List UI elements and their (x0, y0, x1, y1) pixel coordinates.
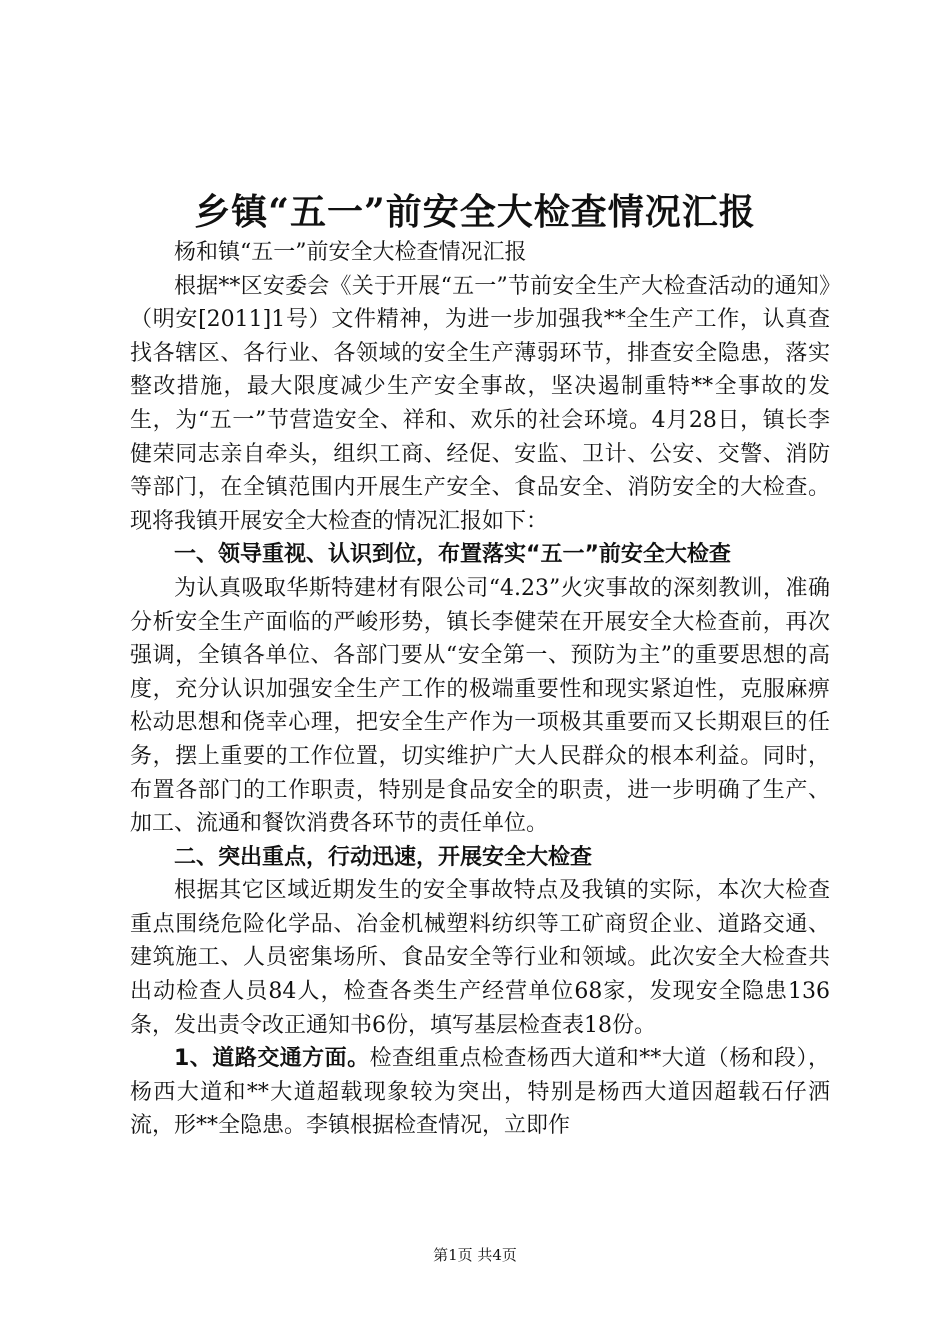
document-body (130, 236, 830, 1143)
paragraph-section-2: 根据其它区域近期发生的安全事故特点及我镇的实际，本次大检查重点围绕危险化学品、冶金机械塑料纺织等工矿商贸企业、道路交通、建筑施工、人员密集场所、食品安全等行业和领域。此次安全大检查共出动检查人员84人，检查各类生产经营单位68家，发现安全隐患136条，发出责令改正通知书6份，填写基层检查表18份。 (130, 878, 830, 1038)
subheading-road-traffic: 1、道路交通方面。 (174, 1046, 370, 1072)
paragraph-subtitle: 杨和镇“五一”前安全大检查情况汇报 (174, 240, 527, 265)
section-heading-1: 一、领导重视、认识到位，布置落实“五一”前安全大检查 (174, 542, 731, 568)
section-heading-2: 二、突出重点，行动迅速，开展安全大检查 (174, 844, 593, 870)
page-footer: 第1页 共4页 (433, 1246, 517, 1264)
paragraph-intro: 根据**区安委会《关于开展“五一”节前安全生产大检查活动的通知》（明安[2011]1号）文件精神，为进一步加强我**全生产工作，认真查找各辖区、各行业、各领域的安全生产薄弱环节，排查安全隐患，落实整改措施，最大限度减少生产安全事故，坚决遏制重特**全事故的发生，为“五一”节营造安全、祥和、欢乐的社会环境。4月28日，镇长李健荣同志亲自牵头，组织工商、经促、安监、卫计、公安、交警、消防等部门，在全镇范围内开展生产安全、食品安全、消防安全的大检查。现将我镇开展安全大检查的情况汇报如下： (130, 273, 830, 534)
paragraph-road-traffic-text: 检查组重点检查杨西大道和**大道（杨和段），杨西大道和**大道超载现象较为突出，特别是杨西大道因超载石仔洒流，形**全隐患。李镇根据检查情况，立即作 (130, 1046, 830, 1139)
document-title: 乡镇“五一”前安全大检查情况汇报 (194, 191, 756, 233)
paragraph-road-traffic (130, 1042, 830, 1143)
paragraph-section-1: 为认真吸取华斯特建材有限公司“4.23”火灾事故的深刻教训，准确分析安全生产面临的严峻形势，镇长李健荣在开展安全大检查前，再次强调，全镇各单位、各部门要从“安全第一、预防为主”的重要思想的高度，充分认识加强安全生产工作的极端重要性和现实紧迫性，克服麻痹松动思想和侥幸心理，把安全生产作为一项极其重要而又长期艰巨的任务，摆上重要的工作位置，切实维护广大人民群众的根本利益。同时，布置各部门的工作职责，特别是食品安全的职责，进一步明确了生产、加工、流通和餐饮消费各环节的责任单位。 (130, 575, 830, 837)
